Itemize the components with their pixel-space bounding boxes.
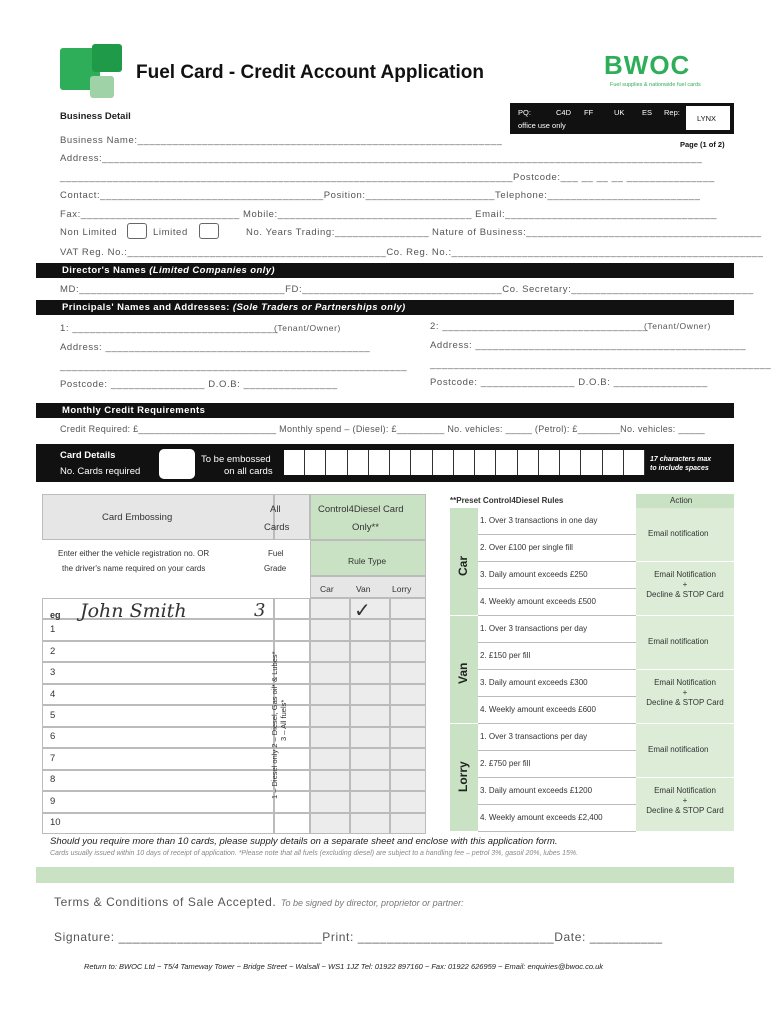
rule-text: 4. Weekly amount exceeds £600 (480, 704, 596, 714)
row-number: 2 (50, 645, 56, 657)
action-header (636, 494, 734, 508)
rule-type-cell[interactable] (390, 748, 426, 769)
rule-type-cell[interactable] (350, 705, 390, 726)
row-number: 1 (50, 624, 56, 636)
rule-text: 1. Over 3 transactions per day (480, 731, 588, 741)
principals-bar-note: (Sole Traders or Partnerships only) (232, 302, 406, 313)
principal-2-address[interactable]: Address: ______________________________________________ (430, 340, 747, 351)
rule-type-cell[interactable] (390, 705, 426, 726)
emboss-char-box[interactable] (326, 450, 347, 475)
handling-fee-note: Cards usually issued within 10 days of receipt of application. *Please note that all fuels (excluding diesel) are subject to a handling fee – petrol 3%, gasoil 20%, lubes 15%. (50, 850, 579, 857)
emboss-text-cell[interactable] (42, 662, 274, 683)
office-label-ff: FF (584, 108, 594, 117)
action-email-cell (636, 724, 734, 778)
row-number: 3 (50, 667, 56, 679)
fuel-grade-cell[interactable] (274, 813, 310, 834)
rule-type-cell[interactable] (310, 748, 350, 769)
emboss-table (42, 494, 426, 834)
rule-type-cell[interactable] (390, 791, 426, 812)
table-row (42, 791, 426, 812)
table-row (42, 770, 426, 791)
rule-text: 2. Over £100 per single fill (480, 542, 573, 552)
vehicle-label: Lorry (456, 761, 470, 792)
emboss-char-box[interactable] (624, 450, 645, 475)
rule-group-van (450, 616, 734, 724)
row-number: 7 (50, 752, 56, 764)
cards-required-label: No. Cards required (60, 466, 141, 477)
action-decline-text: + (682, 688, 688, 697)
principal-1-address[interactable]: Address: _____________________________________________ (60, 342, 371, 353)
rule-cell (478, 589, 636, 616)
c4d-header-1: Control4Diesel Card (318, 504, 404, 515)
table-row (42, 748, 426, 769)
emboss-text-cell[interactable] (42, 770, 274, 791)
vehicle-tab (450, 616, 478, 724)
lorry-column-header: Lorry (392, 584, 412, 594)
rule-cell (478, 724, 636, 751)
office-label-c4d: C4D (556, 108, 572, 117)
contact-field[interactable]: Contact:______________________________________Position:______________________Telephone:__________________________ (60, 190, 701, 201)
principal-2-address-line2[interactable]: __________________________________________________________ (430, 359, 771, 370)
principal-1-postcode[interactable]: Postcode: ________________ D.O.B: ________________ (60, 379, 338, 390)
rule-cell (478, 643, 636, 670)
action-decline-cell (636, 778, 734, 832)
principal-1-field[interactable]: 1: ___________________________________ (60, 323, 279, 334)
rule-type-cell[interactable] (310, 791, 350, 812)
rule-type-cell[interactable] (310, 705, 350, 726)
principal-2-field[interactable]: 2: ___________________________________ (430, 321, 649, 332)
directors-bar-note: (Limited Companies only) (149, 265, 275, 276)
more-cards-note: Should you require more than 10 cards, please supply details on a separate sheet and enclose with this application form. (50, 836, 558, 847)
office-use-box (510, 103, 734, 134)
business-name-field[interactable]: Business Name:______________________________________________________________ (60, 135, 503, 146)
principals-bar (36, 300, 734, 315)
nature-of-business-field[interactable]: Nature of Business:________________________________________ (432, 227, 762, 238)
action-decline-cell (636, 670, 734, 724)
fuel-grade-cell[interactable] (274, 598, 310, 619)
principals-bar-label: Principals' Names and Addresses: (62, 302, 230, 313)
rule-cell (478, 805, 636, 832)
rule-type-cell[interactable] (310, 684, 350, 705)
row-number: 8 (50, 774, 56, 786)
emboss-text-cell[interactable] (42, 791, 274, 812)
card-details-title: Card Details (60, 450, 116, 461)
rule-type-header: Rule Type (348, 556, 387, 566)
signature-line[interactable]: Signature: ____________________________Print: ___________________________Date: __________ (54, 930, 663, 944)
emboss-text-cell[interactable] (42, 748, 274, 769)
rule-cell (478, 616, 636, 643)
vehicle-tab (450, 724, 478, 832)
action-decline-cell (636, 562, 734, 616)
emboss-char-box[interactable] (348, 450, 369, 475)
vehicle-label: Car (456, 555, 470, 576)
table-row (42, 662, 426, 683)
non-limited-checkbox[interactable] (127, 223, 147, 239)
rule-type-cell[interactable] (310, 727, 350, 748)
principal-2-note: (Tenant/Owner) (644, 321, 711, 331)
rule-text: 3. Daily amount exceeds £300 (480, 677, 588, 687)
fuel-grade-note-line-1: 1 – Diesel (270, 765, 279, 799)
emboss-rows (42, 598, 426, 834)
fuel-grade-header-1: Fuel (268, 549, 284, 558)
emboss-text-cell[interactable] (42, 641, 274, 662)
emboss-text-cell[interactable] (42, 619, 274, 640)
rule-type-cell[interactable] (350, 641, 390, 662)
office-label-uk: UK (614, 108, 625, 117)
rule-type-cell[interactable] (390, 641, 426, 662)
emboss-char-box[interactable] (284, 450, 305, 475)
rep-value: LYNX (697, 114, 717, 123)
rep-value-box[interactable] (686, 106, 730, 130)
emboss-char-box[interactable] (369, 450, 390, 475)
row-number: 4 (50, 688, 56, 700)
emboss-char-box[interactable] (539, 450, 560, 475)
rule-text: 3. Daily amount exceeds £250 (480, 569, 588, 579)
rule-type-cell[interactable] (310, 813, 350, 834)
action-header-label: Action (670, 496, 693, 505)
brand-tagline: Fuel supplies & nationwide fuel cards (610, 82, 701, 88)
vehicle-label: Van (456, 662, 470, 684)
rule-type-cell[interactable] (310, 598, 350, 619)
rule-cell (478, 508, 636, 535)
emboss-text-cell[interactable] (42, 684, 274, 705)
emboss-text-cell[interactable] (42, 705, 274, 726)
emboss-char-box[interactable] (454, 450, 475, 475)
rule-text: 1. Over 3 transactions in one day (480, 515, 598, 525)
action-decline-text: Email Notification (654, 570, 716, 579)
rule-group-lorry (450, 724, 734, 832)
directors-field[interactable]: MD:___________________________________FD:__________________________________Co. Secretary:_______________________________ (60, 284, 754, 295)
include-spaces-note: to include spaces (650, 465, 709, 472)
table-row (42, 641, 426, 662)
example-grade: 3 (254, 600, 266, 621)
table-row (42, 727, 426, 748)
fax-field[interactable]: Fax:___________________________ Mobile:_________________________________ Email:____________________________________ (60, 209, 717, 220)
table-row (42, 813, 426, 834)
example-label: eg (50, 610, 61, 620)
terms-note: To be signed by director, proprietor or partner: (280, 898, 464, 908)
table-row (42, 705, 426, 726)
instruction-line-1: Enter either the vehicle registration no. OR (58, 549, 210, 558)
monthly-credit-field[interactable]: Credit Required: £__________________________ Monthly spend – (Diesel): £_________ No. vehicles: _____ (Petrol): £________No. vehicles: _____ (60, 424, 705, 434)
row-number: 6 (50, 731, 56, 743)
rules-panel (450, 494, 734, 832)
rule-cell (478, 562, 636, 589)
rule-cell (478, 778, 636, 805)
fuel-grade-note (270, 699, 288, 799)
action-decline-text: Email Notification (654, 678, 716, 687)
rule-text: 2. £150 per fill (480, 650, 531, 660)
row-number: 5 (50, 709, 56, 721)
cards-required-input[interactable] (159, 449, 195, 479)
rule-type-cell[interactable] (310, 770, 350, 791)
limited-label: Limited (153, 227, 188, 238)
fuel-grade-cell[interactable] (274, 641, 310, 662)
principal-1-address-line2[interactable]: ___________________________________________________________ (60, 361, 408, 372)
example-tick: ✓ (354, 600, 371, 622)
rule-type-cell[interactable] (310, 619, 350, 640)
action-decline-text: + (682, 580, 688, 589)
action-email-cell (636, 508, 734, 562)
rule-type-cell[interactable] (390, 598, 426, 619)
card-embossing-header: Card Embossing (102, 512, 173, 523)
row-number: 9 (50, 795, 56, 807)
rules-groups (450, 508, 734, 832)
emboss-char-box[interactable] (518, 450, 539, 475)
rule-type-cell[interactable] (350, 684, 390, 705)
action-email-text: Email notification (648, 637, 709, 646)
rule-cell (478, 535, 636, 562)
rule-type-cell[interactable] (390, 684, 426, 705)
rule-text: 1. Over 3 transactions per day (480, 623, 588, 633)
rules-header: **Preset Control4Diesel Rules (450, 496, 564, 505)
c4d-header-2: Only** (352, 522, 379, 533)
monthly-bar: Monthly Credit Requirements (36, 403, 734, 418)
vat-field[interactable]: VAT Reg. No.:____________________________________________Co. Reg. No.:_____________________________________________________ (60, 247, 764, 258)
office-use-text: office use only (518, 121, 566, 130)
page-number: Page (1 of 2) (680, 140, 725, 149)
rule-group-car (450, 508, 734, 616)
rule-cell (478, 670, 636, 697)
postcode-field[interactable]: _____________________________________________________________________________Postcode:___ __ __ __ _______________ (60, 172, 715, 183)
embossed-label: To be embossed (201, 454, 271, 465)
emboss-char-box[interactable] (581, 450, 602, 475)
address-field[interactable]: Address:______________________________________________________________________________________________________ (60, 153, 703, 164)
rule-text: 2. £750 per fill (480, 758, 531, 768)
emboss-char-box[interactable] (496, 450, 517, 475)
all-cards-header-1: All (270, 504, 281, 515)
emboss-char-box[interactable] (305, 450, 326, 475)
form-title: Fuel Card - Credit Account Application (136, 62, 484, 83)
fuel-grade-cell[interactable] (274, 662, 310, 683)
rule-type-cell[interactable] (350, 662, 390, 683)
rule-text: 4. Weekly amount exceeds £2,400 (480, 812, 603, 822)
principal-2-postcode[interactable]: Postcode: ________________ D.O.B: ________________ (430, 377, 708, 388)
car-column-header: Car (320, 584, 334, 594)
years-trading-field[interactable]: No. Years Trading:________________ (246, 227, 430, 238)
rule-type-cell[interactable] (310, 662, 350, 683)
non-limited-label: Non Limited (60, 227, 118, 238)
return-address: Return to: BWOC Ltd ~ T5/4 Tameway Tower ~ Bridge Street ~ Walsall ~ WS1 1JZ Tel: 01922 897160 ~ Fax: 01922 626959 ~ Email: enquiries@bwoc.co.uk (84, 962, 604, 971)
rule-type-cell[interactable] (390, 662, 426, 683)
limited-checkbox[interactable] (199, 223, 219, 239)
example-name: John Smith (80, 600, 187, 622)
emboss-char-box[interactable] (603, 450, 624, 475)
emboss-char-box[interactable] (433, 450, 454, 475)
directors-bar-label: Director's Names (62, 265, 147, 276)
action-decline-text: Decline & STOP Card (646, 698, 724, 707)
action-email-text: Email notification (648, 745, 709, 754)
card-details-strip (36, 444, 734, 482)
brand-logo: BWOC (604, 50, 691, 80)
business-detail-heading: Business Detail (60, 111, 131, 122)
action-decline-text: Decline & STOP Card (646, 806, 724, 815)
vehicle-tab (450, 508, 478, 616)
directors-bar (36, 263, 734, 278)
rule-type-cell[interactable] (390, 813, 426, 834)
action-decline-text: Decline & STOP Card (646, 590, 724, 599)
terms-accepted: Terms & Conditions of Sale Accepted. (54, 895, 277, 909)
row-number: 10 (50, 817, 61, 829)
green-strip (36, 867, 734, 883)
action-email-text: Email notification (648, 529, 709, 538)
emboss-characters-input[interactable] (284, 450, 645, 475)
fuel-grade-header-2: Grade (264, 564, 287, 573)
on-all-cards-label: on all cards (224, 466, 273, 477)
rule-text: 4. Weekly amount exceeds £500 (480, 596, 596, 606)
fuel-grade-note-line-2: 3 – All fuels* (279, 699, 288, 741)
office-label-rep: Rep: (664, 108, 680, 117)
rule-type-cell[interactable] (390, 770, 426, 791)
terms-line (54, 893, 464, 911)
max-characters-note: 17 characters max (650, 456, 712, 463)
rule-type-cell[interactable] (350, 813, 390, 834)
rule-type-cell[interactable] (350, 791, 390, 812)
rule-type-cell[interactable] (310, 641, 350, 662)
emboss-text-cell[interactable] (42, 813, 274, 834)
action-decline-text: + (682, 796, 688, 805)
emboss-text-cell[interactable] (42, 727, 274, 748)
rule-type-cell[interactable] (350, 748, 390, 769)
office-label-es: ES (642, 108, 653, 117)
rule-type-cell[interactable] (390, 619, 426, 640)
rule-type-cell[interactable] (350, 770, 390, 791)
fuel-grade-cell[interactable] (274, 619, 310, 640)
action-decline-text: Email Notification (654, 786, 716, 795)
action-email-cell (636, 616, 734, 670)
emboss-char-box[interactable] (560, 450, 581, 475)
all-cards-header-2: Cards (264, 522, 290, 533)
rule-text: 3. Daily amount exceeds £1200 (480, 785, 593, 795)
office-label-pq: PQ: (518, 108, 531, 117)
emboss-char-box[interactable] (411, 450, 432, 475)
principal-1-note: (Tenant/Owner) (274, 323, 341, 333)
rule-cell (478, 697, 636, 724)
rule-cell (478, 751, 636, 778)
van-column-header: Van (356, 584, 371, 594)
emboss-char-box[interactable] (390, 450, 411, 475)
instruction-line-2: the driver's name required on your cards (62, 564, 206, 573)
logo-squares (60, 44, 124, 100)
rule-type-cell[interactable] (390, 727, 426, 748)
rule-type-cell[interactable] (350, 727, 390, 748)
table-row (42, 684, 426, 705)
emboss-char-box[interactable] (475, 450, 496, 475)
